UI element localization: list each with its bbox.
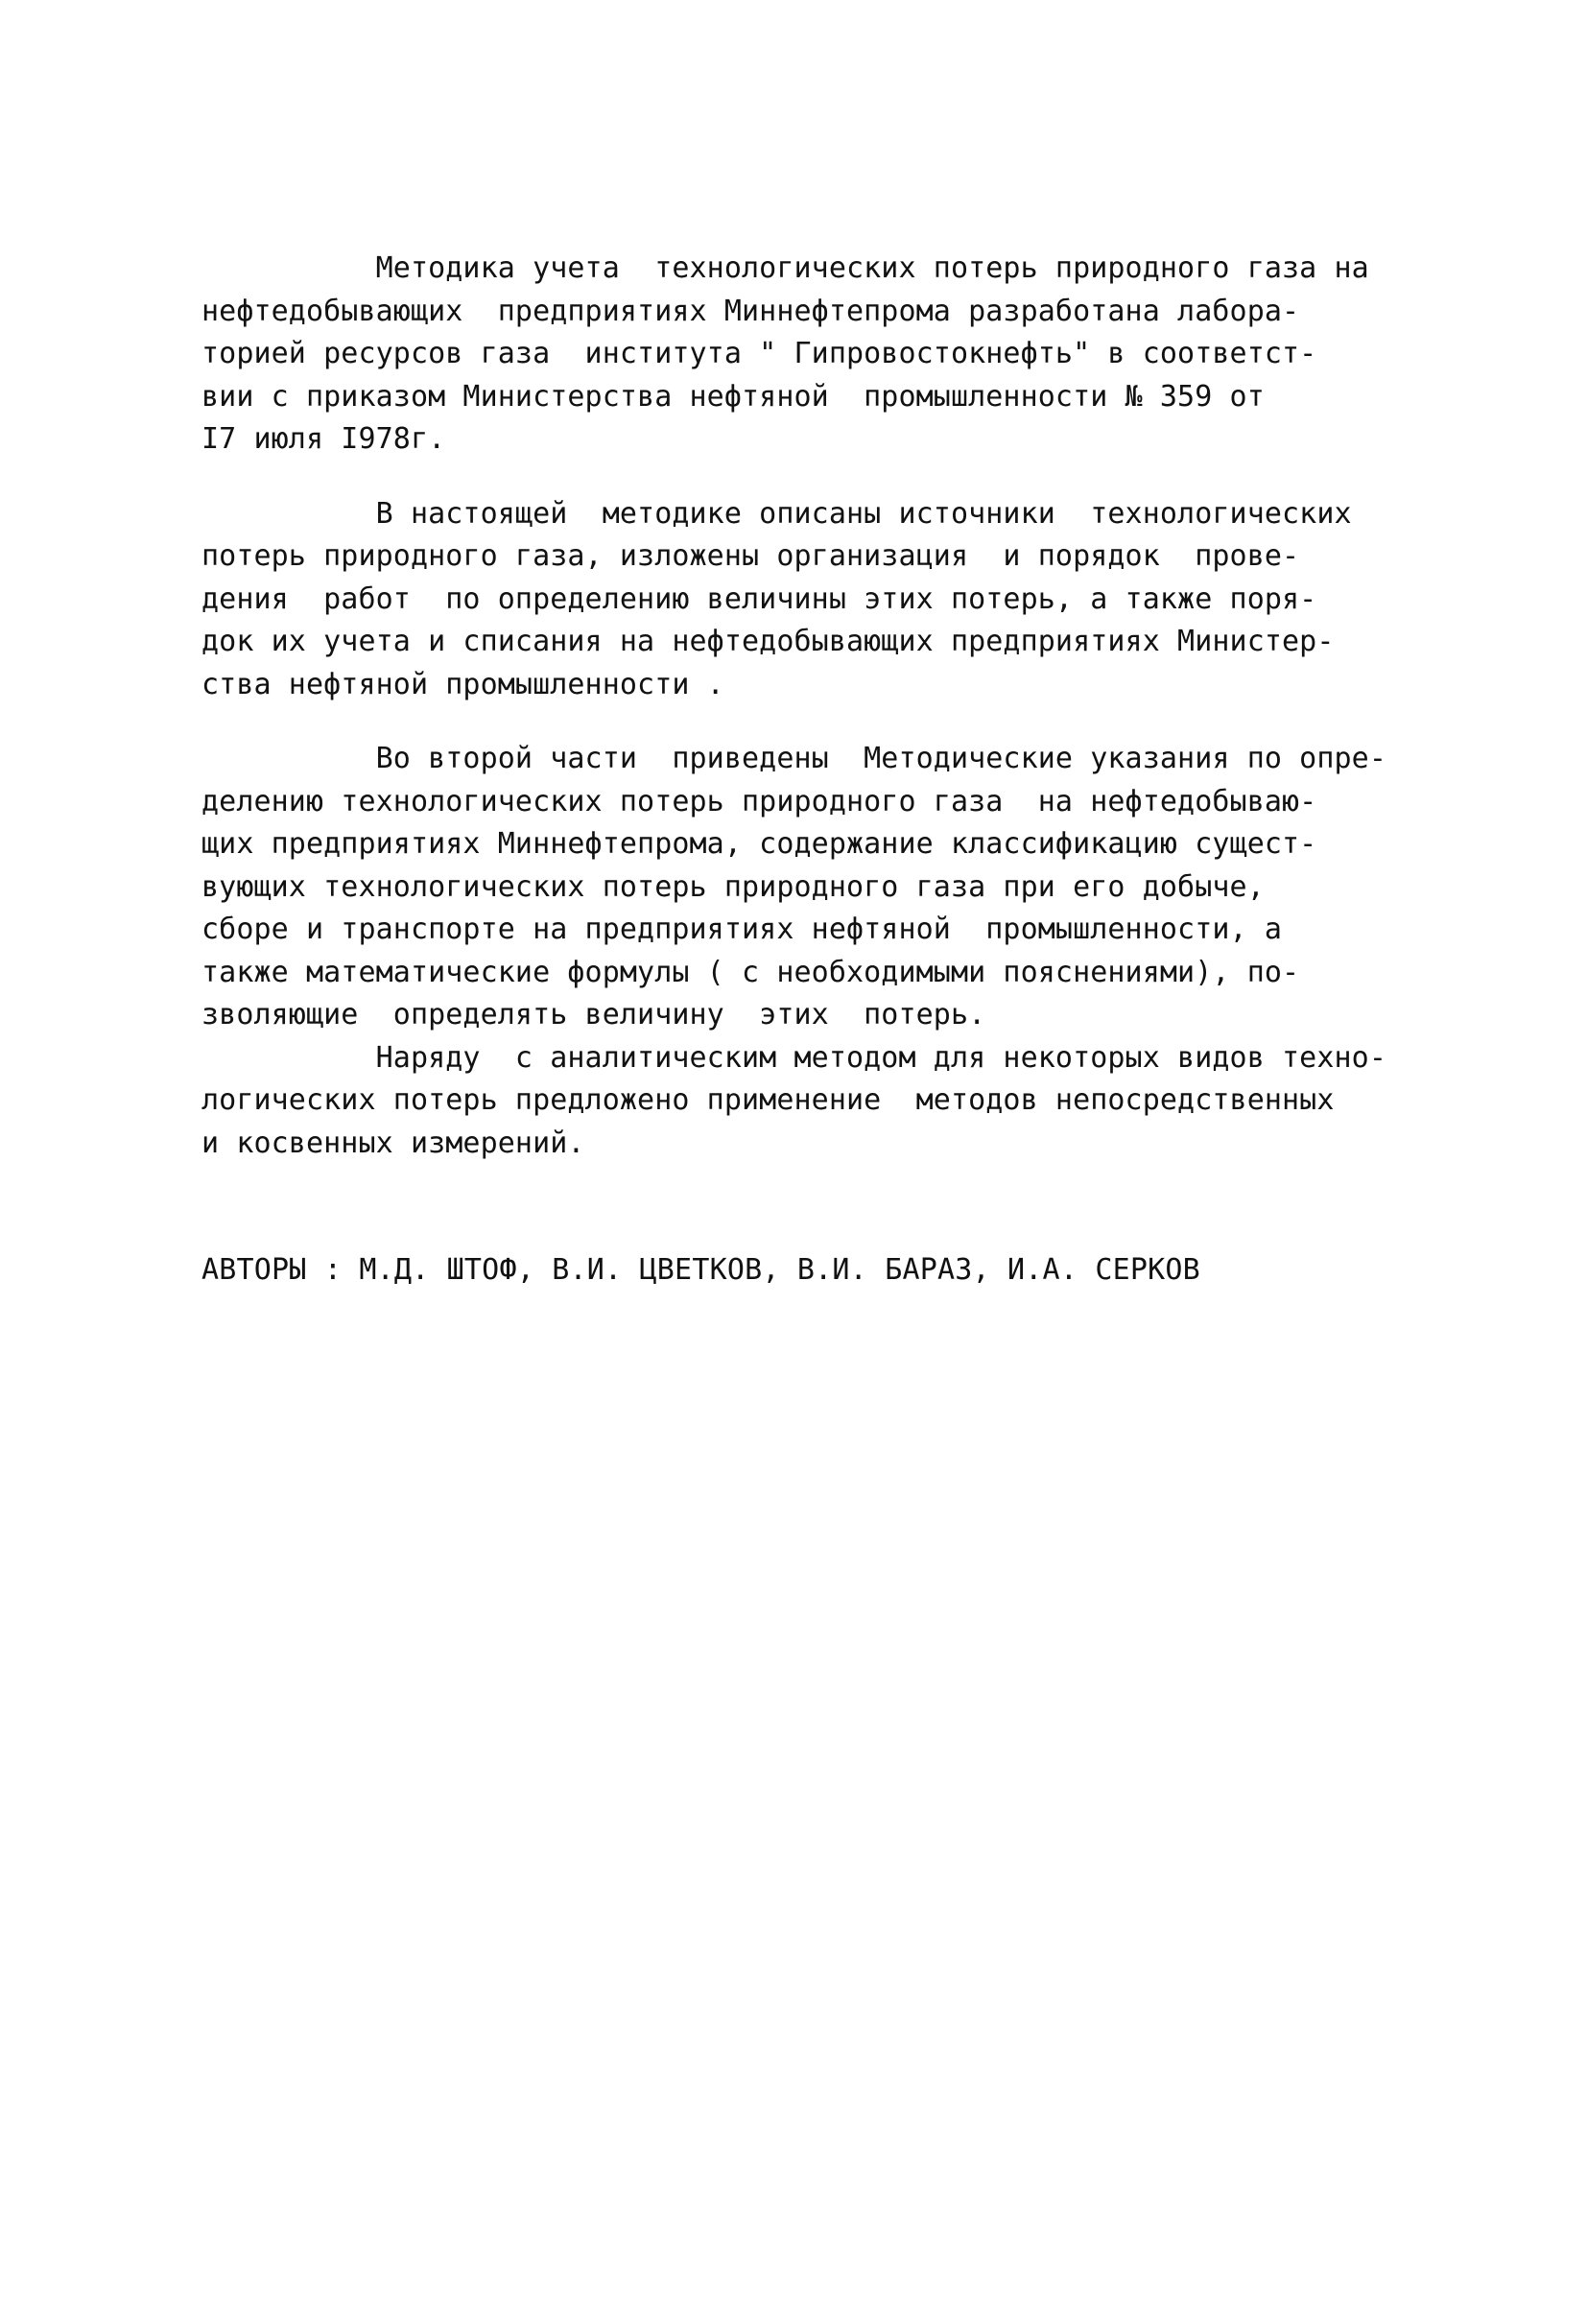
text-line: дения работ по определению величины этих потерь, а также поря-: [201, 581, 1317, 616]
text-line: также математические формулы ( с необходимыми пояснениями), по-: [201, 955, 1300, 989]
text-line: логических потерь предложено применение методов непосредственных: [201, 1083, 1335, 1117]
paragraph-spacer: [201, 462, 1420, 493]
paragraph-1: [201, 248, 1420, 462]
text-line: делению технологических потерь природного газа на нефтедобываю-: [201, 784, 1317, 818]
text-line: сборе и транспорте на предприятиях нефтяной промышленности, а: [201, 913, 1283, 946]
paragraph-3: [201, 738, 1420, 1165]
text-line: нефтедобывающих предприятиях Миннефтепрома разработана лабора-: [201, 294, 1300, 328]
text-line: ства нефтяной промышленности .: [201, 667, 724, 701]
text-line: Методика учета технологических потерь природного газа на: [201, 251, 1369, 285]
paragraph-2: [201, 493, 1420, 707]
text-line: I7 июля I978г.: [201, 422, 446, 456]
text-line: и косвенных измерений.: [201, 1126, 585, 1160]
text-line: вии с приказом Министерства нефтяной промышленности № 359 от: [201, 379, 1265, 414]
paragraph-spacer: [201, 706, 1420, 738]
text-line: Во второй части приведены Методические указания по опре-: [201, 742, 1386, 775]
text-line: щих предприятиях Миннефтепрома, содержание классификацию сущест-: [201, 827, 1317, 861]
text-line: док их учета и списания на нефтедобывающих предприятиях Министер-: [201, 625, 1335, 658]
text-line: В настоящей методике описаны источники технологических: [201, 496, 1352, 531]
text-line: зволяющие определять величину этих потерь.: [201, 998, 986, 1032]
authors-line: АВТОРЫ : М.Д. ШТОФ, В.И. ЦВЕТКОВ, В.И. БАРАЗ, И.А. СЕРКОВ: [201, 1253, 1200, 1287]
text-line: Наряду с аналитическим методом для некоторых видов техно-: [201, 1040, 1386, 1075]
text-line: вующих технологических потерь природного газа при его добыче,: [201, 869, 1265, 904]
text-line: торией ресурсов газа института " Гипровостокнефть" в соответст-: [201, 337, 1317, 370]
document-body: [201, 248, 1420, 1165]
text-line: потерь природного газа, изложены организация и порядок прове-: [201, 539, 1300, 573]
